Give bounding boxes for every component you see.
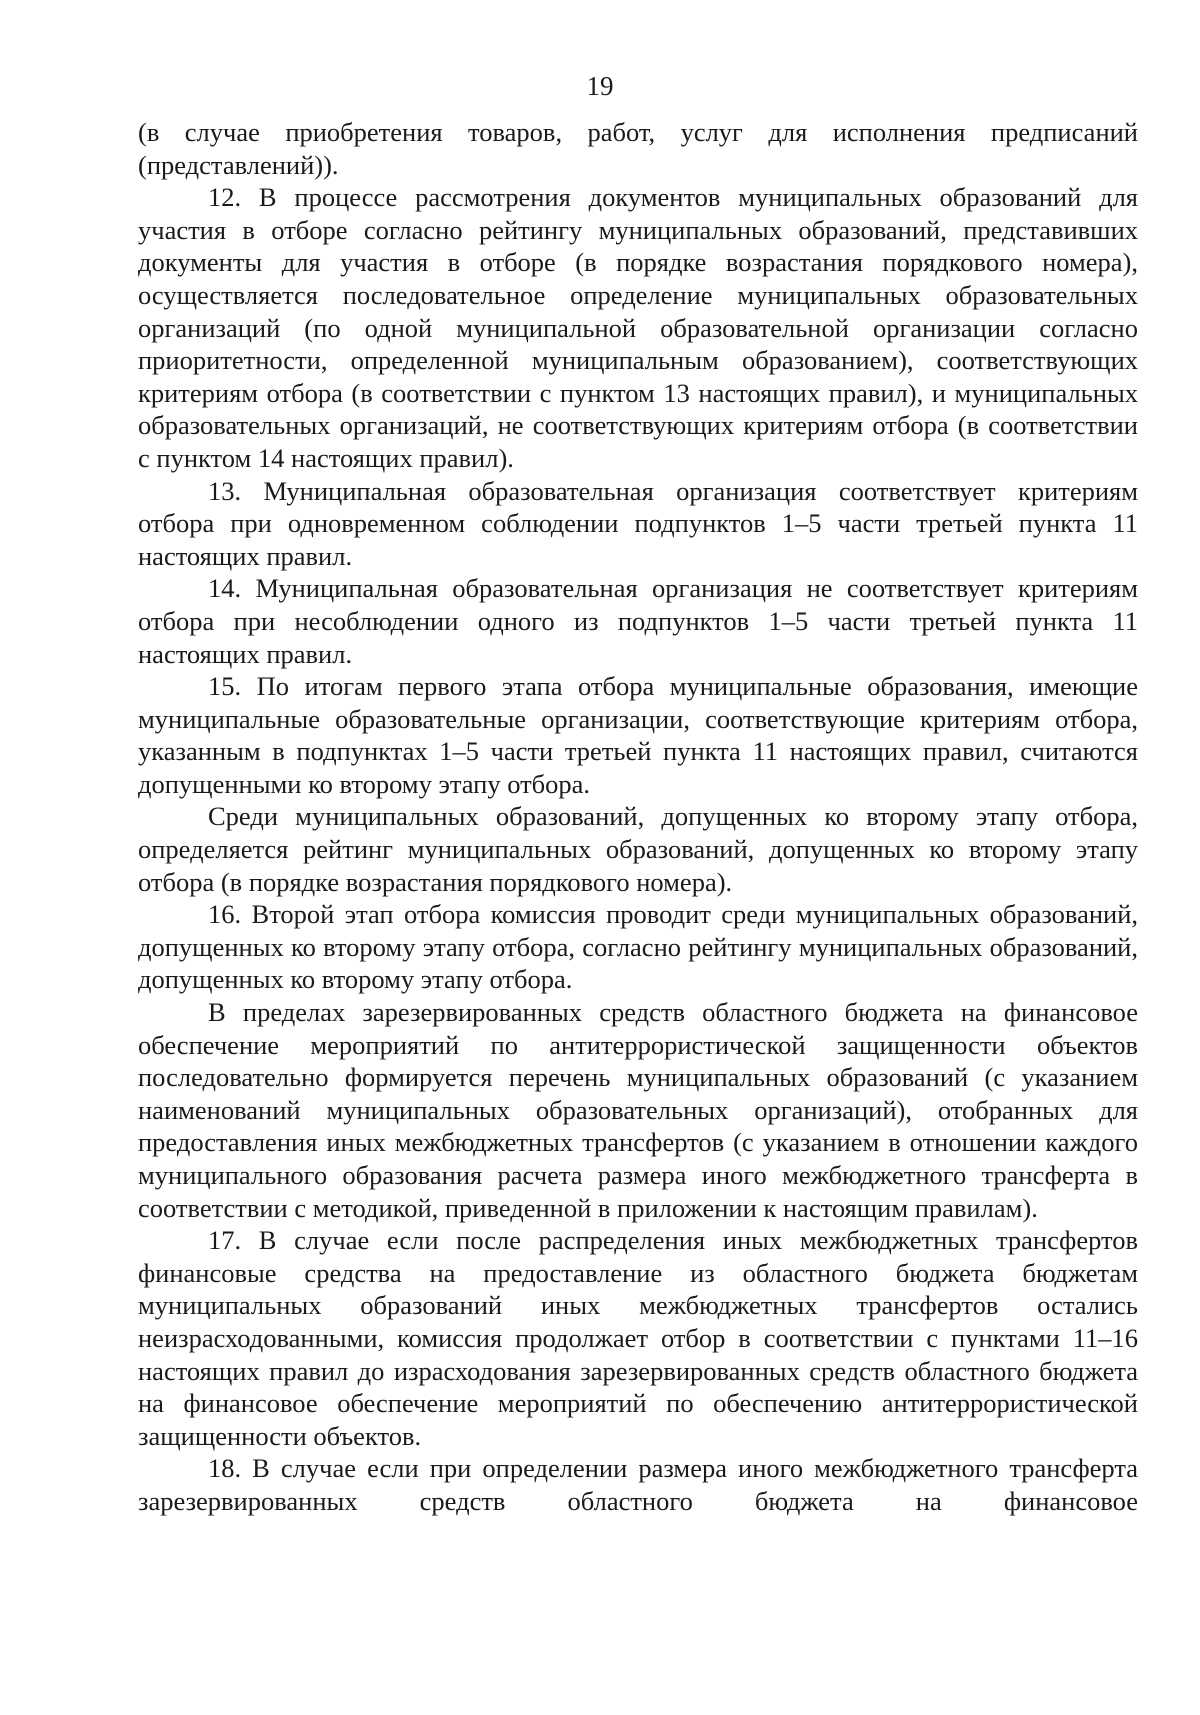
paragraph-item-16-list: В пределах зарезервированных средств областного бюджета на финансовое обеспечение мероприятий по антитеррористической защищенности объектов последовательно формируется перечень муниципальных образований (с указанием наименований муниципальных образовательных организаций), отобранных для предоставления иных межбюджетных трансфертов (с указанием в отношении каждого муниципального образования расчета размера иного межбюджетного трансферта в соответствии с методикой, приведенной в приложении к настоящим правилам).	[138, 997, 1138, 1223]
paragraph-continuation: (в случае приобретения товаров, работ, услуг для исполнения предписаний (представлений)).	[138, 117, 1138, 180]
paragraph-item-17: 17. В случае если после распределения иных межбюджетных трансфертов финансовые средства на предоставление из областного бюджета бюджетам муниципальных образований иных межбюджетных трансфертов остались неизрасходованными, комиссия продолжает отбор в соответствии с пунктами 11–16 настоящих правил до израсходования зарезервированных средств областного бюджета на финансовое обеспечение мероприятий по обеспечению антитеррористической защищенности объектов.	[138, 1225, 1138, 1451]
paragraph-item-15-rating: Среди муниципальных образований, допущенных ко второму этапу отбора, определяется рейтинг муниципальных образований, допущенных ко второму этапу отбора (в порядке возрастания порядкового номера).	[138, 801, 1138, 897]
page-number: 19	[586, 71, 614, 101]
paragraph-item-14: 14. Муниципальная образовательная организация не соответствует критериям отбора при несоблюдении одного из подпунктов 1–5 части третьей пункта 11 настоящих правил.	[138, 573, 1138, 669]
paragraph-item-13: 13. Муниципальная образовательная организация соответствует критериям отбора при одновременном соблюдении подпунктов 1–5 части третьей пункта 11 настоящих правил.	[138, 475, 1138, 571]
paragraph-item-12: 12. В процессе рассмотрения документов муниципальных образований для участия в отборе согласно рейтингу муниципальных образований, представивших документы для участия в отборе (в порядке возрастания порядкового номера), осуществляется последовательное определение муниципальных образовательных организаций (по одной муниципальной образовательной организации согласно приоритетности, определенной муниципальным образованием), соответствующих критериям отбора (в соответствии с пунктом 13 настоящих правил), и муниципальных образовательных организаций, не соответствующих критериям отбора (в соответствии с пунктом 14 настоящих правил).	[138, 182, 1138, 473]
paragraph-item-15: 15. По итогам первого этапа отбора муниципальные образования, имеющие муниципальные образовательные организации, соответствующие критериям отбора, указанным в подпунктах 1–5 части третьей пункта 11 настоящих правил, считаются допущенными ко второму этапу отбора.	[138, 671, 1138, 799]
paragraph-item-18: 18. В случае если при определении размера иного межбюджетного трансферта зарезервированных средств областного бюджета на финансовое	[138, 1453, 1138, 1516]
paragraph-item-16: 16. Второй этап отбора комиссия проводит среди муниципальных образований, допущенных ко второму этапу отбора, согласно рейтингу муниципальных образований, допущенных ко второму этапу отбора.	[138, 899, 1138, 995]
document-body	[138, 116, 1138, 1518]
